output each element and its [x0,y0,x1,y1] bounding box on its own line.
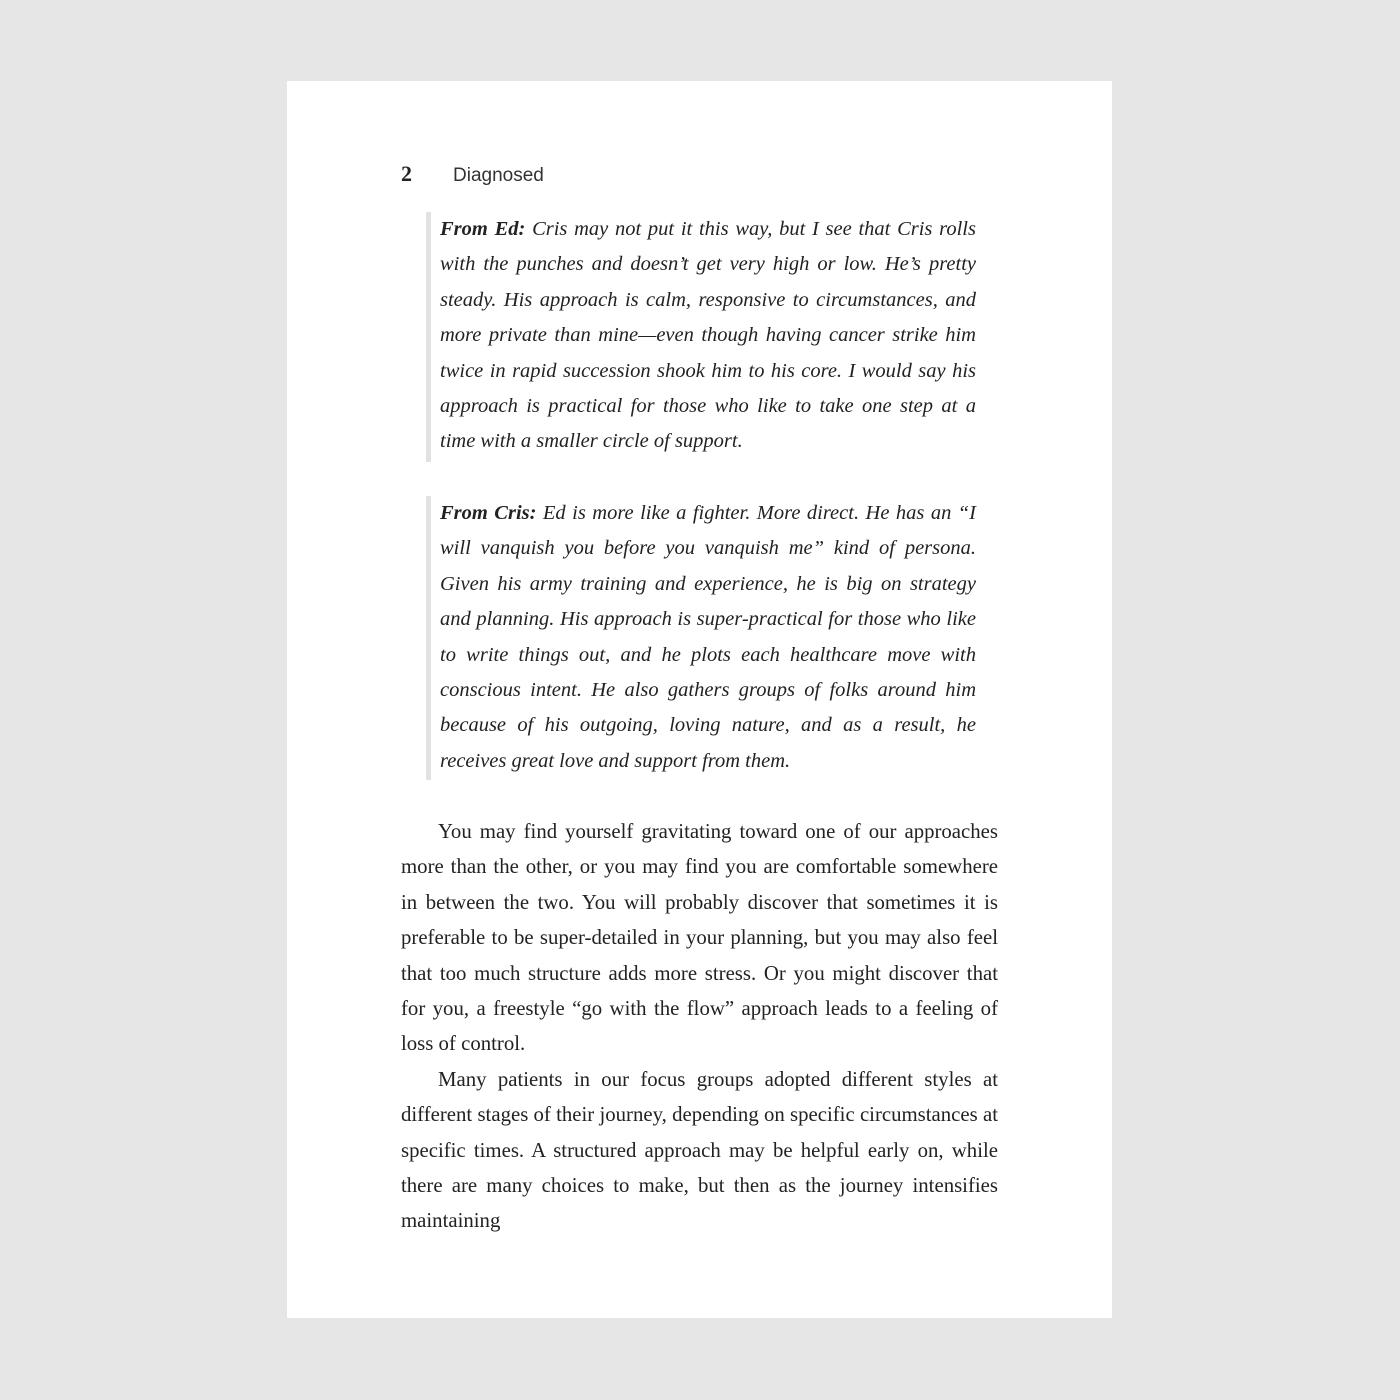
quote-from-cris [426,496,976,780]
quote-text: Ed is more like a fighter. More direct. He has an “I will vanquish you before you vanquish me” kind of persona. Given his army training and experience, he is big on strategy and planning. His approach is super-practical for those who like to write things out, and he plots each healthcare move with conscious intent. He also gathers groups of folks around him because of his outgoing, loving nature, and as a result, he receives great love and support from them. [440,502,976,772]
quote-from-ed [426,212,976,462]
page-number: 2 [401,161,412,186]
body-paragraph: You may find yourself gravitating toward one of our approaches more than the other, or you may find you are comfortable somewhere in between the two. You will probably discover that sometimes it is preferable to be super-detailed in your planning, but you may also feel that too much structure adds more stress. Or you might discover that for you, a freestyle “go with the flow” approach leads to a feeling of loss of control. [401,820,998,1056]
book-page [287,81,1112,1318]
quote-speaker: From Cris: [440,502,543,524]
page-header [401,161,544,191]
body-text [401,814,998,1239]
body-paragraph: Many patients in our focus groups adopted different styles at different stages of their journey, depending on specific circumstances at specific times. A structured approach may be helpful early on, while there are many choices to make, but then as the journey intensifies maintaining [401,1067,998,1233]
quote-speaker: From Ed: [440,218,533,240]
quote-text: Cris may not put it this way, but I see that Cris rolls with the punches and doesn’t get very high or low. He’s pretty steady. His approach is calm, responsive to circumstances, and more private than mine—even though having cancer strike him twice in rapid succession shook him to his core. I would say his approach is practical for those who like to take one step at a time with a smaller circle of support. [440,218,976,453]
running-head: Diagnosed [453,165,544,186]
